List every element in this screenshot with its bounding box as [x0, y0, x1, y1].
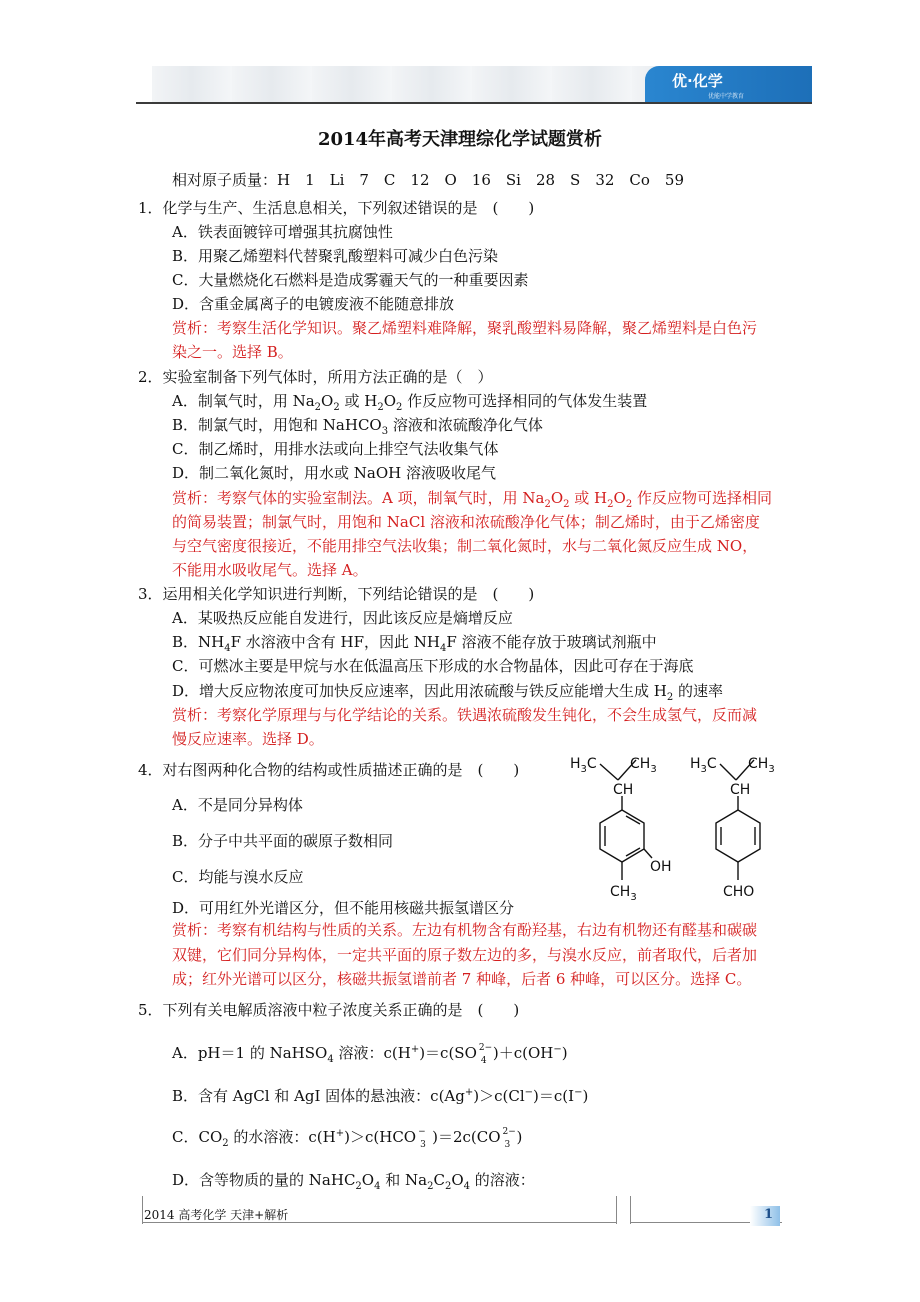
footer-text: 2014 高考化学 天津+解析 [144, 1208, 289, 1222]
q5-option-c: C．$CO_2$ 的水溶液：c(H+)＞c(HCO − 3 )＝2c(CO 2− 3 ) [172, 1127, 523, 1150]
q4-option-b: B．分子中共平面的碳原子数相同 [172, 832, 394, 850]
q5-option-a: A．pH＝1 的 NaHSO$_4$ 溶液：c(H+)＝c(SO 2− 4 )＋c(OH−) [172, 1043, 568, 1066]
q4-option-a: A．不是同分异构体 [172, 796, 303, 814]
q5-stem: 5．下列有关电解质溶液中粒子浓度关系正确的是 ( ) [138, 1001, 520, 1019]
mol-right-cho: CHO [723, 884, 755, 900]
mol-left-oh: OH [650, 859, 672, 875]
q4-stem: 4．对右图两种化合物的结构或性质描述正确的是 ( ) [138, 761, 520, 779]
q3-option-c: C．可燃冰主要是甲烷与水在低温高压下形成的水合物晶体，因此可存在于海底 [172, 657, 694, 675]
mol-left-h3c: $H_3C$ [570, 756, 597, 775]
q3-analysis-line-1: 赏析：考察化学原理与与化学结论的关系。铁遇浓硫酸发生钝化，不会生成氢气，反而减 [172, 706, 758, 724]
q2-analysis-line-3: 与空气密度很接近，不能用排空气法收集；制二氧化氮时，水与二氧化氮反应生成 NO， [172, 537, 758, 555]
q3-analysis-line-2: 慢反应速率。选择 D。 [172, 730, 324, 748]
q4-option-d: D．可用红外光谱区分，但不能用核磁共振氢谱区分 [172, 899, 515, 917]
q3-option-d: D．增大反应物浓度可加快反应速率，因此用浓硫酸与铁反应能增大生成 $H_2$ 的速率 [172, 682, 724, 703]
mol-left-ch: CH [613, 782, 634, 798]
structural-formulas [560, 748, 790, 908]
q2-option-b: B．制氯气时，用饱和 NaHCO$_3$ 溶液和浓硫酸净化气体 [172, 416, 543, 437]
atomic-masses: 相对原子质量：H 1 Li 7 C 12 O 16 Si 28 S 32 Co 59 [172, 171, 684, 189]
mol-right-ch3: $CH_3$ [748, 756, 775, 775]
q2-option-a: A．制氧气时，用 $Na_2O_2$ 或 $H_2O_2$ 作反应物可选择相同的气体发生装置 [172, 392, 648, 413]
q2-analysis-line-2: 的简易装置；制氯气时，用饱和 NaCl 溶液和浓硫酸净化气体；制乙烯时，由于乙烯密度 [172, 513, 760, 531]
brand-logo-subtitle: 优能中学教育 [708, 93, 745, 100]
q3-stem: 3．运用相关化学知识进行判断，下列结论错误的是 ( ) [138, 585, 535, 603]
q1-option-a: A．铁表面镀锌可增强其抗腐蚀性 [172, 223, 393, 241]
q4-analysis-line-2: 双键，它们同分异构体，一定共平面的原子数左边的多，与溴水反应，前者取代，后者加 [172, 946, 758, 964]
q1-option-c: C．大量燃烧化石燃料是造成雾霾天气的一种重要因素 [172, 271, 529, 289]
q1-analysis-line-2: 染之一。选择 B。 [172, 343, 293, 361]
mol-right-h3c: $H_3C$ [690, 756, 717, 775]
mol-left-ch3-top: $CH_3$ [630, 756, 657, 775]
q3-option-b: B．$NH_4F$ 水溶液中含有 HF，因此 $NH_4F$ 溶液不能存放于玻璃试剂瓶中 [172, 633, 657, 654]
header-divider [136, 102, 812, 104]
q3-option-a: A．某吸热反应能自发进行，因此该反应是熵增反应 [172, 609, 513, 627]
q2-analysis-line-1: 赏析：考察气体的实验室制法。A 项，制氧气时，用 $Na_2O_2$ 或 $H_2O_2$ 作反应物可选择相同 [172, 489, 772, 510]
brand-logo-text: 优·化学 [672, 72, 723, 90]
q1-option-d: D．含重金属离子的电镀废液不能随意排放 [172, 295, 455, 313]
q1-analysis-line-1: 赏析：考察生活化学知识。聚乙烯塑料难降解，聚乳酸塑料易降解，聚乙烯塑料是白色污 [172, 319, 758, 337]
q5-option-d: D．含等物质的量的 $NaHC_2O_4$ 和 $Na_2C_2O_4$ 的溶液： [172, 1171, 535, 1192]
q2-option-d: D．制二氧化氮时，用水或 NaOH 溶液吸收尾气 [172, 464, 497, 482]
q2-stem: 2．实验室制备下列气体时，所用方法正确的是（ ） [138, 368, 493, 386]
q4-analysis-line-1: 赏析：考察有机结构与性质的关系。左边有机物含有酚羟基，右边有机物还有醛基和碳碳 [172, 921, 758, 939]
footer-tick [142, 1196, 143, 1224]
q5-option-b: B．含有 AgCl 和 AgI 固体的悬浊液：c(Ag+)＞c(Cl−)＝c(I−) [172, 1087, 589, 1105]
q2-analysis-line-4: 不能用水吸收尾气。选择 A。 [172, 561, 368, 579]
q4-analysis-line-3: 成；红外光谱可以区分，核磁共振氢谱前者 7 种峰，后者 6 种峰，可以区分。选择 C。 [172, 970, 752, 988]
q4-option-c: C．均能与溴水反应 [172, 868, 304, 886]
mol-left-ch3-bottom: $CH_3$ [610, 884, 637, 903]
mol-right-ch: CH [730, 782, 751, 798]
page-title: 2014年高考天津理综化学试题赏析 [317, 129, 603, 150]
q2-option-c: C．制乙烯时，用排水法或向上排空气法收集气体 [172, 440, 499, 458]
footer-tick [616, 1196, 617, 1224]
q1-stem: 1．化学与生产、生活息息相关，下列叙述错误的是 ( ) [138, 199, 535, 217]
footer-tick [630, 1196, 631, 1224]
q1-option-b: B．用聚乙烯塑料代替聚乳酸塑料可减少白色污染 [172, 247, 499, 265]
page-number: 1 [764, 1207, 774, 1222]
